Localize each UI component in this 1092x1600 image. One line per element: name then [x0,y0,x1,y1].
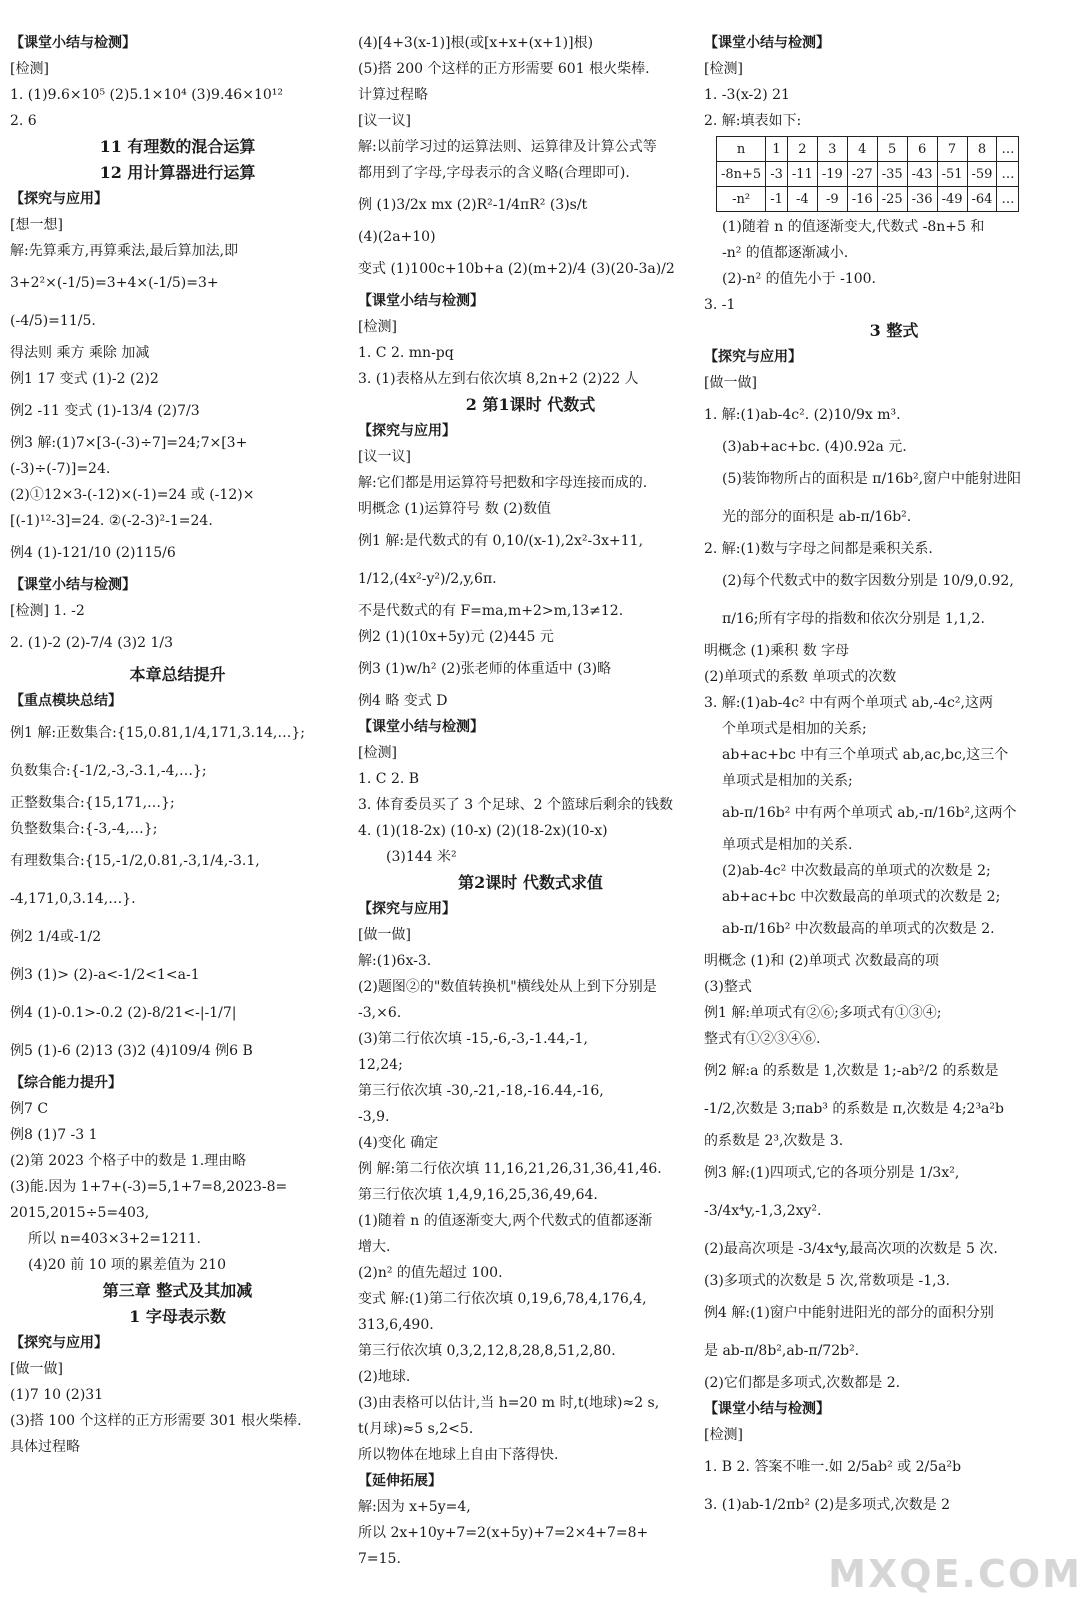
text-line: (2)每个代数式中的数字因数分别是 10/9,0.92, [722,573,1014,589]
watermark: MXQE.COM [828,1552,1082,1596]
text-line: 1. 解:(1)ab-4c². (2)10/9x m³. [704,407,901,423]
text-line: 负整数集合:{-3,-4,…}; [10,821,158,837]
text-line: 例2 -11 变式 (1)-13/4 (2)7/3 [10,403,200,419]
text-line: 都用到了字母,字母表示的含义略(合理即可). [358,165,630,181]
text-line: (2)n² 的值先超过 100. [358,1265,503,1281]
text-line: 具体过程略 [10,1439,80,1455]
text-line: 3. (1)ab-1/2πb² (2)是多项式,次数是 2 [704,1497,951,1513]
text-line: (3)ab+ac+bc. (4)0.92a 元. [722,439,907,455]
text-line: 【课堂小结与检测】 [10,577,136,593]
text-line: 【课堂小结与检测】 [704,1401,830,1417]
text-line: 【探究与应用】 [358,901,456,917]
table-cell: … [997,162,1019,187]
table-cell: -35 [877,162,907,187]
table-cell: -25 [877,187,907,212]
table-cell: 2 [787,137,817,162]
text-line: 例3 解:(1)四项式,它的各项分别是 1/3x², [704,1165,960,1181]
section-heading: 第2课时 代数式求值 [458,873,603,892]
text-line: (5)搭 200 个这样的正方形需要 601 根火柴棒. [358,61,650,77]
text-line: 例 (1)3/2x mx (2)R²-1/4πR² (3)s/t [358,197,588,213]
text-line: 例1 解:单项式有②⑥;多项式有①③④; [704,1005,942,1021]
text-line: ab+ac+bc 中有三个单项式 ab,ac,bc,这三个 [722,747,1009,763]
text-line: 所以物体在地球上自由下落得快. [358,1447,559,1463]
text-line: (2)第 2023 个格子中的数是 1.理由略 [10,1153,247,1169]
text-line: (3)多项式的次数是 5 次,常数项是 -1,3. [704,1273,950,1289]
text-line: 3. 解:(1)ab-4c² 中有两个单项式 ab,-4c²,这两 [704,695,993,711]
table-cell: 4 [847,137,877,162]
text-line: 1/12,(4x²-y²)/2,y,6π. [358,571,497,587]
text-line: 12,24; [358,1057,403,1073]
text-line: (5)装饰物所占的面积是 π/16b²,窗户中能射进阳 [722,471,1022,487]
table-cell: -4 [787,187,817,212]
text-line: 例2 1/4或-1/2 [10,929,102,945]
text-line: 个单项式是相加的关系; [722,721,867,737]
text-line: 负数集合:{-1/2,-3,-3.1,-4,…}; [10,763,207,779]
table-cell: -36 [907,187,937,212]
text-line: (3)搭 100 个这样的正方形需要 301 根火柴棒. [10,1413,302,1429]
text-line: 3+2²×(-1/5)=3+4×(-1/5)=3+ [10,275,219,291]
text-line: 2. 6 [10,113,37,129]
text-line: 是 ab-π/8b²,ab-π/72b². [704,1343,860,1359]
text-line: (2)它们都是多项式,次数都是 2. [704,1375,901,1391]
table-cell: -43 [907,162,937,187]
text-line: 例4 (1)-0.1>-0.2 (2)-8/21<-|-1/7| [10,1005,237,1021]
table-cell: -1 [766,187,788,212]
text-line: [做一做] [704,375,757,391]
text-line: 所以 2x+10y+7=2(x+5y)+7=2×4+7=8+ [358,1525,649,1541]
text-line: (2)-n² 的值先小于 -100. [722,271,876,287]
text-line: (2)题图②的"数值转换机"横线处从上到下分别是 [358,979,657,995]
text-line: (4)变化 确定 [358,1135,439,1151]
text-line: 不是代数式的有 F=ma,m+2>m,13≠12. [358,603,624,619]
text-line: 例4 略 变式 D [358,693,448,709]
text-line: [议一议] [358,113,411,129]
text-line: 明概念 (1)和 (2)单项式 次数最高的项 [704,953,940,969]
text-line: (-4/5)=11/5. [10,313,96,329]
text-line: 3. -1 [704,297,736,313]
text-line: 例3 解:(1)7×[3-(-3)÷7]=24;7×[3+ [10,435,248,451]
text-line: 【探究与应用】 [10,191,108,207]
text-line: [想一想] [10,217,63,233]
text-line: [检测] [704,61,743,77]
text-line: π/16;所有字母的指数和依次分别是 1,1,2. [722,611,985,627]
text-line: 【探究与应用】 [704,349,802,365]
text-line: -3,9. [358,1109,390,1125]
text-line: (3)整式 [704,979,752,995]
text-line: 变式 (1)100c+10b+a (2)(m+2)/4 (3)(20-3a)/2 [358,261,675,277]
text-line: 例1 解:是代数式的有 0,10/(x-1),2x²-3x+11, [358,533,644,549]
text-line: 明概念 (1)运算符号 数 (2)数值 [358,501,552,517]
table-row [717,162,1019,187]
text-line: 1. -3(x-2) 21 [704,87,790,103]
text-line: 【课堂小结与检测】 [358,293,484,309]
table-cell: -64 [967,187,997,212]
text-line: [检测] [10,61,49,77]
text-line: [议一议] [358,449,411,465]
text-line: 的系数是 2³,次数是 3. [704,1133,844,1149]
text-line: (1)随着 n 的值逐渐变大,代数式 -8n+5 和 [722,219,985,235]
text-line: 单项式是相加的关系. [722,837,853,853]
column-3-top [704,30,1084,134]
text-line: 2. 解:(1)数与字母之间都是乘积关系. [704,541,933,557]
text-line: (-3)÷(-7)]=24. [10,461,111,477]
text-line: (3)由表格可以估计,当 h=20 m 时,t(地球)≈2 s, [358,1395,660,1411]
text-line: 313,6,490. [358,1317,434,1333]
text-line: 【综合能力提升】 [10,1075,122,1091]
text-line: 得法则 乘方 乘除 加减 [10,345,150,361]
text-line: ab+ac+bc 中次数最高的单项式的次数是 2; [722,889,1001,905]
text-line: 例3 (1)w/h² (2)张老师的体重适中 (3)略 [358,661,612,677]
text-line: 第三行依次填 -30,-21,-18,-16.44,-16, [358,1083,604,1099]
text-line: [做一做] [358,927,411,943]
text-line: 所以 n=403×3+2=1211. [28,1231,202,1247]
text-line: 1. C 2. B [358,771,420,787]
text-line: 单项式是相加的关系; [722,773,853,789]
text-line: 【探究与应用】 [358,423,456,439]
text-line: 例8 (1)7 -3 1 [10,1127,98,1143]
text-line: (2)①12×3-(-12)×(-1)=24 或 (-12)× [10,487,255,503]
text-line: 解:以前学习过的运算法则、运算律及计算公式等 [358,139,657,155]
table-cell: n [717,137,766,162]
text-line: (1)随着 n 的值逐渐变大,两个代数式的值都逐渐 [358,1213,653,1229]
text-line: 【探究与应用】 [10,1335,108,1351]
text-line: 例4 (1)-121/10 (2)115/6 [10,545,176,561]
text-line: 7=15. [358,1551,401,1567]
text-line: 例7 C [10,1101,49,1117]
text-line: [检测] [358,745,397,761]
text-line: 解:它们都是用运算符号把数和字母连接而成的. [358,475,648,491]
text-line: (2)ab-4c² 中次数最高的单项式的次数是 2; [722,863,991,879]
text-line: (2)最高次项是 -3/4x⁴y,最高次项的次数是 5 次. [704,1241,998,1257]
text-line: 例3 (1)> (2)-a<-1/2<1<a-1 [10,967,200,983]
text-line: 明概念 (1)乘积 数 字母 [704,643,850,659]
text-line: 变式 解:(1)第二行依次填 0,19,6,78,4,176,4, [358,1291,647,1307]
section-heading: 11 有理数的混合运算 [99,137,256,156]
column-2 [358,30,703,1572]
table-cell: -51 [937,162,967,187]
table-cell: … [997,137,1019,162]
section-heading: 3 整式 [869,321,919,340]
table-cell: -49 [937,187,967,212]
text-line: 1. (1)9.6×10⁵ (2)5.1×10⁴ (3)9.46×10¹² [10,87,283,103]
text-line: 整式有①②③④⑥. [704,1031,821,1047]
text-line: -4,171,0,3.14,…}. [10,891,136,907]
table-cell: -16 [847,187,877,212]
table-cell: 1 [766,137,788,162]
text-line: -1/2,次数是 3;πab³ 的系数是 π,次数是 4;2³a²b [704,1101,1004,1117]
text-line: 4. (1)(18-2x) (10-x) (2)(18-2x)(10-x) [358,823,608,839]
table-cell: -19 [817,162,847,187]
text-line: -n² 的值都逐渐减小. [722,245,849,261]
text-line: (3)144 米² [386,849,457,865]
table-cell: 6 [907,137,937,162]
text-line: 计算过程略 [358,87,428,103]
text-line: ab-π/16b² 中有两个单项式 ab,-π/16b²,这两个 [722,805,1017,821]
value-table [716,136,1019,212]
text-line: 例5 (1)-6 (2)13 (3)2 (4)109/4 例6 B [10,1043,253,1059]
text-line: 2015,2015÷5=403, [10,1205,150,1221]
text-line: 例1 解:正数集合:{15,0.81,1/4,171,3.14,…}; [10,725,305,741]
text-line: 例2 解:a 的系数是 1,次数是 1;-ab²/2 的系数是 [704,1063,999,1079]
table-cell: 8 [967,137,997,162]
text-line: ab-π/16b² 中次数最高的单项式的次数是 2. [722,921,995,937]
table-cell: … [997,187,1019,212]
column-3 [704,30,1084,1524]
text-line: 3. 体育委员买了 3 个足球、2 个篮球后剩余的钱数 [358,797,673,813]
text-line: 第三行依次填 1,4,9,16,25,36,49,64. [358,1187,598,1203]
text-line: (4)[4+3(x-1)]根(或[x+x+(x+1)]根) [358,35,594,51]
table-row [717,187,1019,212]
text-line: 2. 解:填表如下: [704,113,802,129]
text-line: 例4 解:(1)窗户中能射进阳光的部分的面积分别 [704,1305,994,1321]
text-line: 3. (1)表格从左到右依次填 8,2n+2 (2)22 人 [358,371,639,387]
text-line: 1. C 2. mn-pq [358,345,454,361]
table-cell: -n² [717,187,766,212]
text-line: (3)第二行依次填 -15,-6,-3,-1.44,-1, [358,1031,588,1047]
table-cell: -59 [967,162,997,187]
text-line: [(-1)¹²-3]=24. ②(-2-3)²-1=24. [10,513,213,529]
table-cell: -3 [766,162,788,187]
text-line: 解:因为 x+5y=4, [358,1499,471,1515]
section-heading: 12 用计算器进行运算 [99,163,256,182]
text-line: (4)20 前 10 项的累差值为 210 [28,1257,226,1273]
text-line: 1. B 2. 答案不唯一.如 2/5ab² 或 2/5a²b [704,1459,962,1475]
text-line: (4)(2a+10) [358,229,436,245]
text-line: 例 解:第二行依次填 11,16,21,26,31,36,41,46. [358,1161,662,1177]
table-cell: 5 [877,137,907,162]
text-line: (3)能.因为 1+7+(-3)=5,1+7=8,2023-8= [10,1179,288,1195]
text-line: 解:(1)6x-3. [358,953,432,969]
text-line: [检测] 1. -2 [10,603,85,619]
section-heading: 1 字母表示数 [129,1307,226,1326]
column-1 [10,30,345,1460]
section-heading: 本章总结提升 [129,665,226,684]
table-row [717,137,1019,162]
text-line: 例1 17 变式 (1)-2 (2)2 [10,371,159,387]
text-line: [检测] [704,1427,743,1443]
text-line: 【课堂小结与检测】 [10,35,136,51]
column-3-bottom [704,214,1084,1524]
text-line: (1)7 10 (2)31 [10,1387,104,1403]
text-line: t(月球)≈5 s,2<5. [358,1421,474,1437]
section-heading: 2 第1课时 代数式 [465,395,596,414]
text-line: -3,×6. [358,1005,402,1021]
table-cell: -27 [847,162,877,187]
table-cell: 7 [937,137,967,162]
text-line: (2)单项式的系数 单项式的次数 [704,669,897,685]
table-cell: -8n+5 [717,162,766,187]
table-cell: 3 [817,137,847,162]
text-line: 正整数集合:{15,171,…}; [10,795,175,811]
table-cell: -11 [787,162,817,187]
text-line: (2)地球. [358,1369,411,1385]
text-line: 增大. [358,1239,391,1255]
text-line: 有理数集合:{15,-1/2,0.81,-3,1/4,-3.1, [10,853,260,869]
text-line: [做一做] [10,1361,63,1377]
text-line: [检测] [358,319,397,335]
text-line: -3/4x⁴y,-1,3,2xy². [704,1203,822,1219]
text-line: 【延伸拓展】 [358,1473,442,1489]
text-line: 【重点模块总结】 [10,693,122,709]
text-line: 2. (1)-2 (2)-7/4 (3)2 1/3 [10,635,173,651]
text-line: 【课堂小结与检测】 [358,719,484,735]
text-line: 第三行依次填 0,3,2,12,8,28,8,51,2,80. [358,1343,616,1359]
section-heading: 第三章 整式及其加减 [102,1281,253,1300]
text-line: 光的部分的面积是 ab-π/16b². [722,509,912,525]
text-line: 例2 (1)(10x+5y)元 (2)445 元 [358,629,554,645]
table-cell: -9 [817,187,847,212]
text-line: 解:先算乘方,再算乘法,最后算加法,即 [10,243,239,259]
text-line: 【课堂小结与检测】 [704,35,830,51]
